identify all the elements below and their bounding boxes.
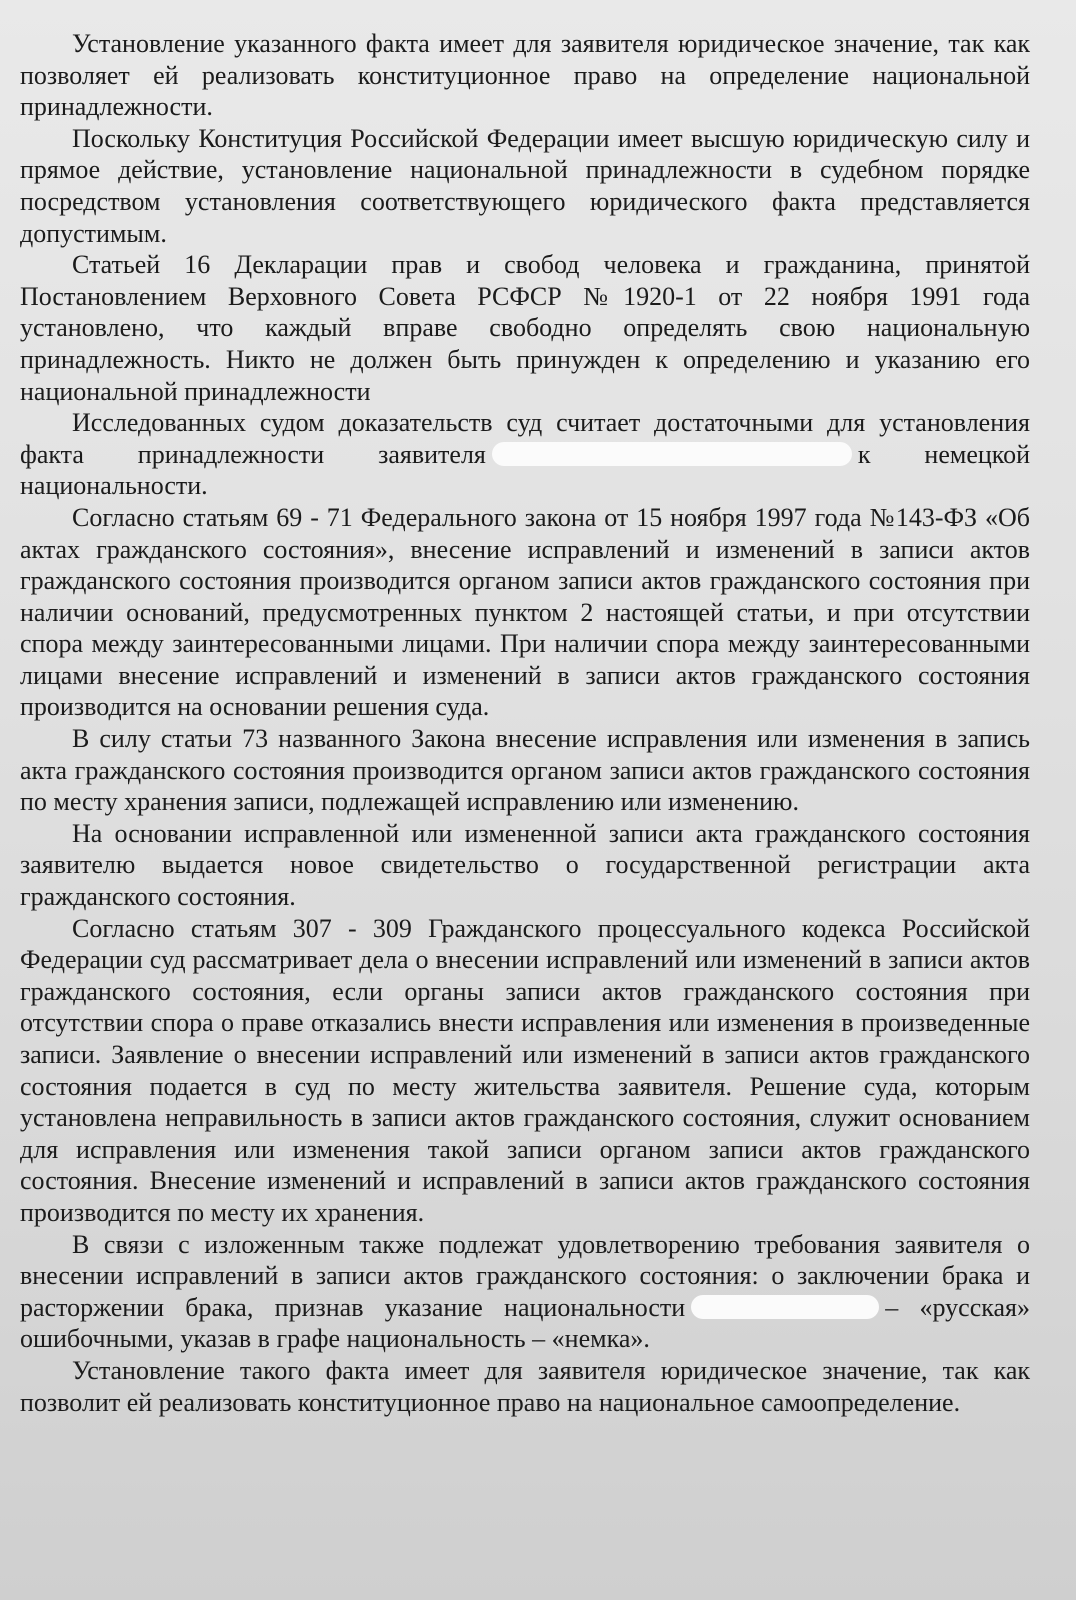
- paragraph-new-certificate: На основании исправленной или измененной записи акта гражданского состояния заявителю выдается новое свидетельство о государственной регистрации акта гражданского состояния.: [20, 818, 1030, 912]
- requirements-text-before: В связи с изложенным также подлежат удовлетворению требования заявителя о внесении исправлений в записи актов гражданского состояния: о заключении брака и расторжении брака, признав указание национальности: [20, 1229, 1030, 1322]
- paragraph-federal-law: Согласно статьям 69 - 71 Федерального закона от 15 ноября 1997 года №143-ФЗ «Об актах гражданского состояния», внесение исправлений и изменений в записи актов гражданского состояния производится органом записи актов гражданского состояния при наличии оснований, предусмотренных пунктом 2 настоящей статьи, и при отсутствии спора между заинтересованными лицами. При наличии спора между заинтересованными лицами внесение исправлений и изменений в записи актов гражданского состояния производится на основании решения суда.: [20, 502, 1030, 722]
- redacted-name-2: [691, 1295, 879, 1319]
- paragraph-self-determination: Установление такого факта имеет для заявителя юридическое значение, так как позволит ей реализовать конституционное право на национальное самоопределение.: [20, 1355, 1030, 1417]
- paragraph-requirements: [20, 1229, 1030, 1355]
- evidence-text-before: Исследованных судом доказательств суд считает достаточными для установления факта принадлежности заявителя: [20, 408, 1030, 469]
- paragraph-civil-procedure: Согласно статьям 307 - 309 Гражданского процессуального кодекса Российской Федерации суд рассматривает дела о внесении исправлений или изменений в записи актов гражданского состояния, если органы записи актов гражданского состояния при отсутствии спора о праве отказались внести исправления или изменения в произведенные записи. Заявление о внесении исправлений или изменений в записи актов гражданского состояния подается в суд по месту жительства заявителя. Решение суда, которым установлена неправильность в записи актов гражданского состояния, служит основанием для исправления или изменения такой записи органом записи актов гражданского состояния. Внесение изменений и исправлений в записи актов гражданского состояния производится по месту их хранения.: [20, 913, 1030, 1227]
- evidence-text-after: к немецкой национальности.: [20, 439, 1030, 501]
- requirements-text-after: – «русская» ошибочными, указав в графе национальность – «немка».: [20, 1292, 1030, 1354]
- paragraph-article-73: В силу статьи 73 названного Закона внесение исправления или изменения в запись акта гражданского состояния производится органом записи актов гражданского состояния по месту хранения записи, подлежащей исправлению или изменению.: [20, 724, 1030, 817]
- paragraph-legal-significance: Установление указанного факта имеет для заявителя юридическое значение, так как позволяет ей реализовать конституционное право на определение национальной принадлежности.: [20, 29, 1030, 122]
- paragraph-evidence: [20, 407, 1030, 502]
- paragraph-declaration: Статьей 16 Декларации прав и свобод человека и гражданина, принятой Постановлением Верховного Совета РСФСР №1920-1 от 22 ноября 1991 года установлено, что каждый вправе свободно определять свою национальную принадлежность. Никто не должен быть принужден к определению и указанию его национальной принадлежности: [20, 250, 1030, 406]
- redacted-name: [492, 442, 852, 466]
- paragraph-constitution: Поскольку Конституция Российской Федерации имеет высшую юридическую силу и прямое действие, установление национальной принадлежности в судебном порядке посредством установления соответствующего юридического факта представляется допустимым.: [20, 123, 1030, 248]
